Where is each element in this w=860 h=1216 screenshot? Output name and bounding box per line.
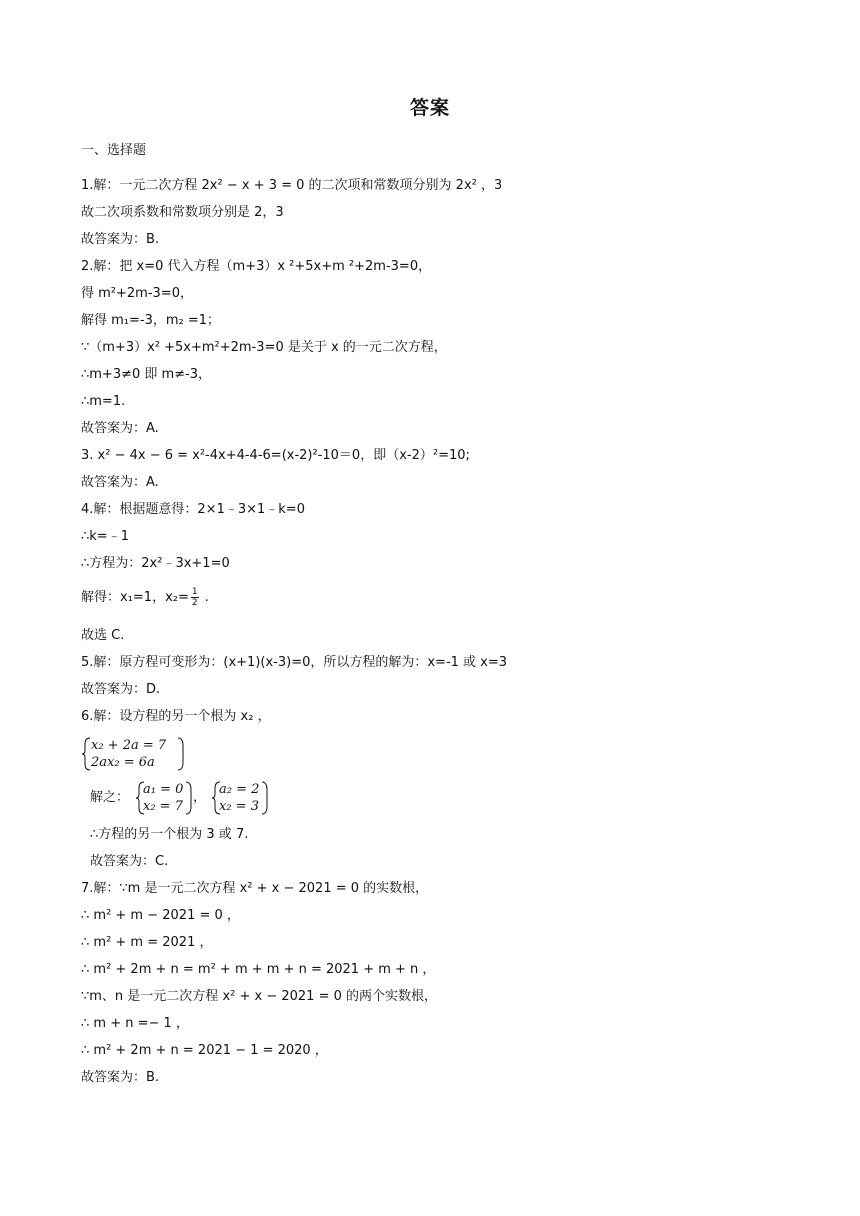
page-title: 答案 bbox=[409, 97, 450, 119]
answer-4-line-5: 故选 C. bbox=[81, 628, 125, 643]
system-2-eq-2: x₂ = 7 bbox=[143, 799, 183, 814]
answer-2-line-6: ∴m=1. bbox=[81, 394, 126, 409]
fraction bbox=[191, 587, 199, 608]
system-1-eq-2: 2ax₂ = 6a bbox=[91, 755, 155, 770]
answer-4-solution-text: 解得：x₁=1，x₂= bbox=[81, 590, 189, 605]
answer-2-line-5: ∴m+3≠0 即 m≠-3， bbox=[81, 367, 212, 382]
system-3-eq-1: a₂ = 2 bbox=[219, 782, 260, 797]
system-1-eq-1: x₂ + 2a = 7 bbox=[91, 738, 167, 753]
system-3-eq-2: x₂ = 3 bbox=[219, 799, 259, 814]
fraction-denominator: 2 bbox=[191, 598, 198, 608]
answer-7-line-7: ∴ m² + 2m + n = 2021 − 1 = 2020 ， bbox=[81, 1043, 328, 1058]
answer-6-solve-label: 解之： bbox=[90, 790, 130, 805]
answer-4-solution-end: . bbox=[200, 590, 209, 605]
answer-1-line-1: 1.解：一元二次方程 2x² − x + 3 = 0 的二次项和常数项分别为 2x² ，3 bbox=[81, 178, 503, 193]
answer-2-line-1: 2.解：把 x=0 代入方程（m+3）x ²+5x+m ²+2m-3=0， bbox=[81, 259, 432, 274]
answer-5-line-2: 故答案为：D. bbox=[81, 682, 161, 697]
answer-2-line-3: 解得 m₁=-3，m₂ =1； bbox=[81, 313, 221, 328]
answer-7-line-6: ∴ m + n =− 1 ， bbox=[81, 1016, 189, 1031]
answer-2-line-7: 故答案为：A. bbox=[81, 421, 159, 436]
answer-3-line-2: 故答案为：A. bbox=[81, 475, 159, 490]
answer-7-line-8: 故答案为：B. bbox=[81, 1070, 160, 1085]
answer-4-line-4 bbox=[81, 587, 209, 608]
answer-7-line-1: 7.解：∵m 是一元二次方程 x² + x − 2021 = 0 的实数根， bbox=[81, 881, 429, 896]
system-separator: ， bbox=[193, 790, 207, 805]
answer-1-line-3: 故答案为：B. bbox=[81, 232, 160, 247]
answer-3-line-1: 3. x² − 4x − 6 = x²-4x+4-4-6=(x-2)²-10＝0，即（x-2）²=10; bbox=[81, 448, 470, 463]
answer-7-line-5: ∵m、n 是一元二次方程 x² + x − 2021 = 0 的两个实数根， bbox=[81, 989, 437, 1004]
answer-6-line-4: 故答案为：C. bbox=[90, 854, 169, 869]
answer-6-line-1: 6.解：设方程的另一个根为 x₂ ， bbox=[81, 709, 271, 724]
answer-4-line-1: 4.解：根据题意得：2×1﹣3×1﹣k=0 bbox=[81, 502, 305, 517]
section-heading: 一、选择题 bbox=[81, 143, 147, 158]
answer-7-line-3: ∴ m² + m = 2021 ， bbox=[81, 935, 213, 950]
answer-5-line-1: 5.解：原方程可变形为：(x+1)(x-3)=0，所以方程的解为：x=-1 或 x=3 bbox=[81, 655, 508, 670]
answer-6-line-3: ∴方程的另一个根为 3 或 7. bbox=[90, 827, 249, 842]
answer-4-line-3: ∴方程为：2x²﹣3x+1=0 bbox=[81, 556, 230, 571]
answer-2-line-4: ∵（m+3）x² +5x+m²+2m-3=0 是关于 x 的一元二次方程， bbox=[81, 340, 447, 355]
answer-2-line-2: 得 m²+2m-3=0， bbox=[81, 286, 193, 301]
answer-7-line-2: ∴ m² + m − 2021 = 0 ， bbox=[81, 908, 240, 923]
answer-4-line-2: ∴k=﹣1 bbox=[81, 529, 129, 544]
fraction-numerator: 1 bbox=[191, 587, 198, 597]
answer-7-line-4: ∴ m² + 2m + n = m² + m + m + n = 2021 + m + n ， bbox=[81, 962, 436, 977]
system-2-eq-1: a₁ = 0 bbox=[143, 782, 184, 797]
answer-1-line-2: 故二次项系数和常数项分别是 2，3 bbox=[81, 205, 284, 220]
